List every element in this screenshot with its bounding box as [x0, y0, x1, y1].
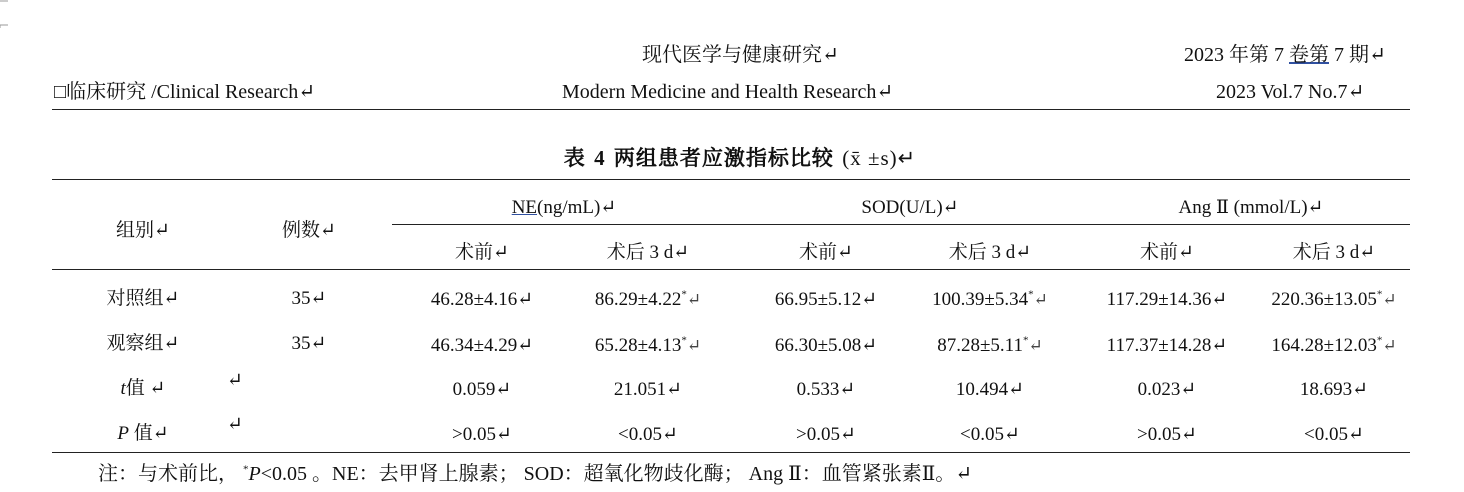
row-label-control: 对照组↵: [106, 288, 180, 309]
table-title-formula: (x̄ ±s)↵: [842, 146, 917, 170]
table-cell: 46.34±4.29↵: [430, 335, 534, 356]
table-cell: >0.05↵: [796, 424, 856, 445]
table-title-text: 两组患者应激指标比较: [605, 146, 843, 170]
sub-header: 术后 3 d↵: [606, 242, 690, 263]
sub-header: 术前↵: [799, 242, 853, 263]
table-cell: 0.059↵: [452, 379, 512, 400]
table-cell: 86.29±4.22*↵: [594, 288, 702, 310]
table-title-number: 4: [594, 146, 606, 170]
group-header-ne: [512, 198, 617, 217]
sub-header: 术前↵: [1140, 242, 1194, 263]
page-corner-mark: [0, 0, 10, 30]
table-cell: 0.023↵: [1137, 379, 1197, 400]
table-cell: 66.95±5.12↵: [774, 289, 878, 310]
group-header-ang: Ang Ⅱ (mmol/L)↵: [1178, 197, 1324, 218]
table-bottom-rule: [52, 452, 1410, 453]
group-header-ne-abbr: NE: [511, 197, 538, 218]
table-cell: 0.533↵: [796, 379, 856, 400]
header-rule: [52, 109, 1410, 110]
col-header-count: 例数↵: [282, 220, 336, 241]
return-mark: ↵: [227, 414, 243, 435]
table-cell: 87.28±5.11*↵: [937, 334, 1043, 356]
table-cell: 66.30±5.08↵: [774, 335, 878, 356]
journal-title-en: Modern Medicine and Health Research↵: [562, 81, 894, 103]
table-cell: <0.05↵: [618, 424, 678, 445]
table-footnote: 注：与术前比， *P<0.05 。NE：去甲肾上腺素； SOD：超氧化物歧化酶； Ang Ⅱ：血管紧张素Ⅱ。↵: [98, 463, 973, 485]
sub-header: 术后 3 d↵: [948, 242, 1032, 263]
row-label-t: t值 ↵: [120, 378, 166, 399]
section-label: □临床研究 /Clinical Research↵: [54, 81, 316, 103]
table-cell: 220.36±13.05*↵: [1271, 288, 1397, 310]
journal-title-cn: 现代医学与健康研究↵: [642, 44, 839, 66]
table-cell: >0.05↵: [1137, 424, 1197, 445]
sub-header: 术后 3 d↵: [1292, 242, 1376, 263]
issue-cn-prefix: 2023 年第 7: [1184, 44, 1289, 66]
group-header-ne-unit: (ng/mL)↵: [537, 197, 617, 218]
table-cell: 65.28±4.13*↵: [594, 334, 702, 356]
issue-info-cn: [1184, 45, 1386, 65]
return-mark: ↵: [227, 370, 243, 391]
table-cell: <0.05↵: [960, 424, 1020, 445]
table-cell: 46.28±4.16↵: [430, 289, 534, 310]
table-head-rule: [52, 269, 1410, 270]
corner-bracket-icon: [0, 0, 10, 28]
row-count-observation: 35↵: [291, 333, 327, 354]
row-label-observation: 观察组↵: [106, 333, 180, 354]
table-cell: 117.37±14.28↵: [1106, 335, 1228, 356]
table-title: [564, 148, 916, 169]
table-cell: >0.05↵: [452, 424, 512, 445]
table-cell: 10.494↵: [955, 379, 1025, 400]
col-header-group: 组别↵: [116, 220, 170, 241]
table-cell: <0.05↵: [1304, 424, 1364, 445]
table-cell: 100.39±5.34*↵: [932, 288, 1048, 310]
issue-cn-suffix: 7 期↵: [1329, 44, 1386, 66]
table-title-label: 表: [563, 146, 595, 170]
row-label-p: P 值↵: [117, 423, 169, 444]
table-top-rule: [52, 179, 1410, 180]
issue-cn-vol: 卷第: [1289, 44, 1329, 66]
group-header-sod: SOD(U/L)↵: [861, 197, 959, 218]
table-cell: 164.28±12.03*↵: [1271, 334, 1397, 356]
table-cell: 117.29±14.36↵: [1106, 289, 1228, 310]
table-group-rule: [392, 224, 1410, 225]
row-count-control: 35↵: [291, 288, 327, 309]
table-cell: 21.051↵: [613, 379, 683, 400]
issue-info-en: 2023 Vol.7 No.7↵: [1216, 81, 1365, 103]
table-cell: 18.693↵: [1299, 379, 1369, 400]
sub-header: 术前↵: [455, 242, 509, 263]
